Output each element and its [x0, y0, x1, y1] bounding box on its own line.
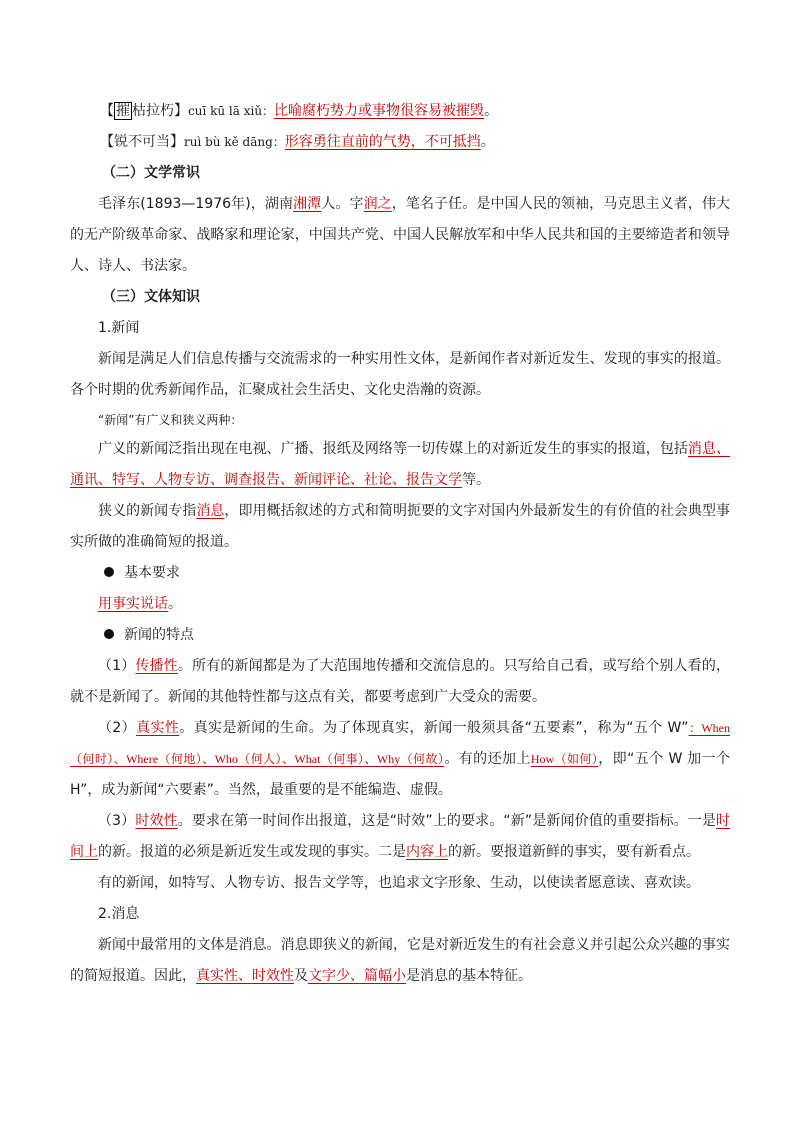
idiom-pinyin: ruì bù kě dāng：: [184, 135, 285, 149]
idiom-entry: [70, 96, 730, 127]
text: （3）: [98, 813, 136, 829]
highlight-text: 真实性、时效性: [196, 968, 294, 984]
text: ，笔名子任。是中国人民的领袖，马克思主义者，伟大的无产阶级革命家、战略家和理论家，中国共产党、中国人民解放军和中华人民共和国的主要缔造者和领导人、诗人、书法家。: [70, 196, 731, 274]
idiom-meaning: 比喻腐朽势力或事物很容易被摧毁: [274, 103, 485, 119]
text: 。真实是新闻的生命。为了体现真实，新闻一般须具备“五要素”，称为“五个 W”: [179, 720, 689, 736]
highlight-text: 真实性: [136, 720, 180, 736]
text: 。要求在第一时间作出报道，这是“时效”上的要求。“新”是新闻价值的重要指标。一是: [177, 813, 716, 829]
requirement-text: [70, 589, 730, 620]
bullet-icon: [104, 567, 114, 577]
paragraph-news-types: “新闻”有广义和狭义两种：: [98, 413, 243, 427]
subheading-news: 1.新闻: [98, 320, 140, 336]
punct: 。: [480, 134, 495, 150]
text: 的新。要报道新鲜的事实，要有新看点。: [448, 844, 700, 860]
idiom-word: 枯拉朽】: [132, 103, 188, 119]
text: 毛泽东(1893—1976年)，湖南: [98, 196, 294, 212]
text: 。有的还加上: [444, 751, 531, 767]
text: 的新。报道的必须是新近发生或发现的事实。二是: [98, 844, 406, 860]
text: 及: [294, 968, 308, 984]
bullet-label: 新闻的特点: [124, 627, 194, 643]
text: 人。字: [321, 196, 364, 212]
highlight-text: 润之: [363, 196, 392, 212]
paragraph-news-def: 新闻是满足人们信息传播与交流需求的一种实用性文体，是新闻作者对新近发生、发现的事实的报道。各个时期的优秀新闻作品，汇聚成社会生活史、文化史浩瀚的资源。: [70, 351, 730, 398]
highlight-text: 内容上: [406, 844, 448, 860]
feature-timeliness: [70, 806, 730, 868]
bullet-icon: [104, 629, 114, 639]
text: 狭义的新闻专指: [98, 503, 197, 519]
highlight-text: 时效性: [135, 813, 178, 829]
highlight-text: 文字少、篇幅小: [308, 968, 406, 984]
bracket: 【: [100, 134, 114, 150]
text: 。所有的新闻都是为了大范围地传播和交流信息的。只写给自己看，或写给个别人看的，就不是新闻了。新闻的其他特性都与这点有关，都要考虑到广大受众的需要。: [70, 658, 730, 705]
feature-spread: [70, 651, 730, 713]
paragraph-feature-note: 有的新闻，如特写、人物专访、报告文学等，也追求文字形象、生动，以使读者愿意读、喜欢读。: [98, 875, 700, 891]
highlight-text: ：When（何时）、Where（何地）、Who（何人）、What（何事）、Why（何故）: [70, 721, 730, 766]
highlight-text: How（如何）: [530, 752, 599, 766]
idiom-word: 锐不可当】: [114, 134, 184, 150]
text: （1）: [98, 658, 136, 674]
paragraph-broad-news: [70, 434, 730, 496]
text: 是消息的基本特征。: [406, 968, 532, 984]
section-heading-literature: （二）文学常识: [102, 165, 200, 181]
idiom-meaning: 形容勇往直前的气势，不可抵挡: [284, 134, 481, 150]
feature-truth: [70, 713, 730, 806]
idiom-first-char: 摧: [116, 103, 130, 119]
bracket: 【: [100, 103, 114, 119]
text: 等。: [462, 472, 490, 488]
highlight-text: 消息、通讯、特写、人物专访、调查报告、新闻评论、社论、报告文学: [70, 441, 730, 488]
idiom-pinyin: cuī kū lā xiǔ：: [188, 104, 275, 118]
paragraph-narrow-news: [70, 496, 730, 558]
bullet-news-features: [70, 620, 730, 651]
text: ，即“五个 W 加一个 H”，成为新闻“六要素”。当然，最重要的是不能编造、虚假。: [70, 751, 731, 798]
punct: 。: [168, 596, 182, 612]
text: 广义的新闻泛指出现在电视、广播、报纸及网络等一切传媒上的对新近发生的事实的报道，包括: [98, 441, 688, 457]
highlight-text: 时间上: [70, 813, 730, 860]
section-heading-genre: （三）文体知识: [102, 289, 200, 305]
bullet-basic-requirement: [70, 558, 730, 589]
highlight-text: 传播性: [135, 658, 178, 674]
text: （2）: [98, 720, 137, 736]
idiom-entry: [70, 127, 730, 158]
highlight-text: 湘潭: [293, 196, 322, 212]
highlight-text: 用事实说话: [98, 596, 168, 612]
document-content: [70, 96, 730, 992]
paragraph-mao-bio: [70, 189, 730, 282]
subheading-message: 2.消息: [98, 906, 140, 922]
bullet-label: 基本要求: [124, 565, 180, 581]
text: ，即用概括叙述的方式和简明扼要的文字对国内外最新发生的有价值的社会典型事实所做的准确简短的报道。: [70, 503, 731, 550]
highlight-text: 消息: [196, 503, 225, 519]
paragraph-message: [70, 930, 730, 992]
text: 新闻中最常用的文体是消息。消息即狭义的新闻，它是对新近发生的有社会意义并引起公众兴趣的事实的简短报道。因此，: [70, 937, 730, 984]
punct: 。: [484, 103, 499, 119]
